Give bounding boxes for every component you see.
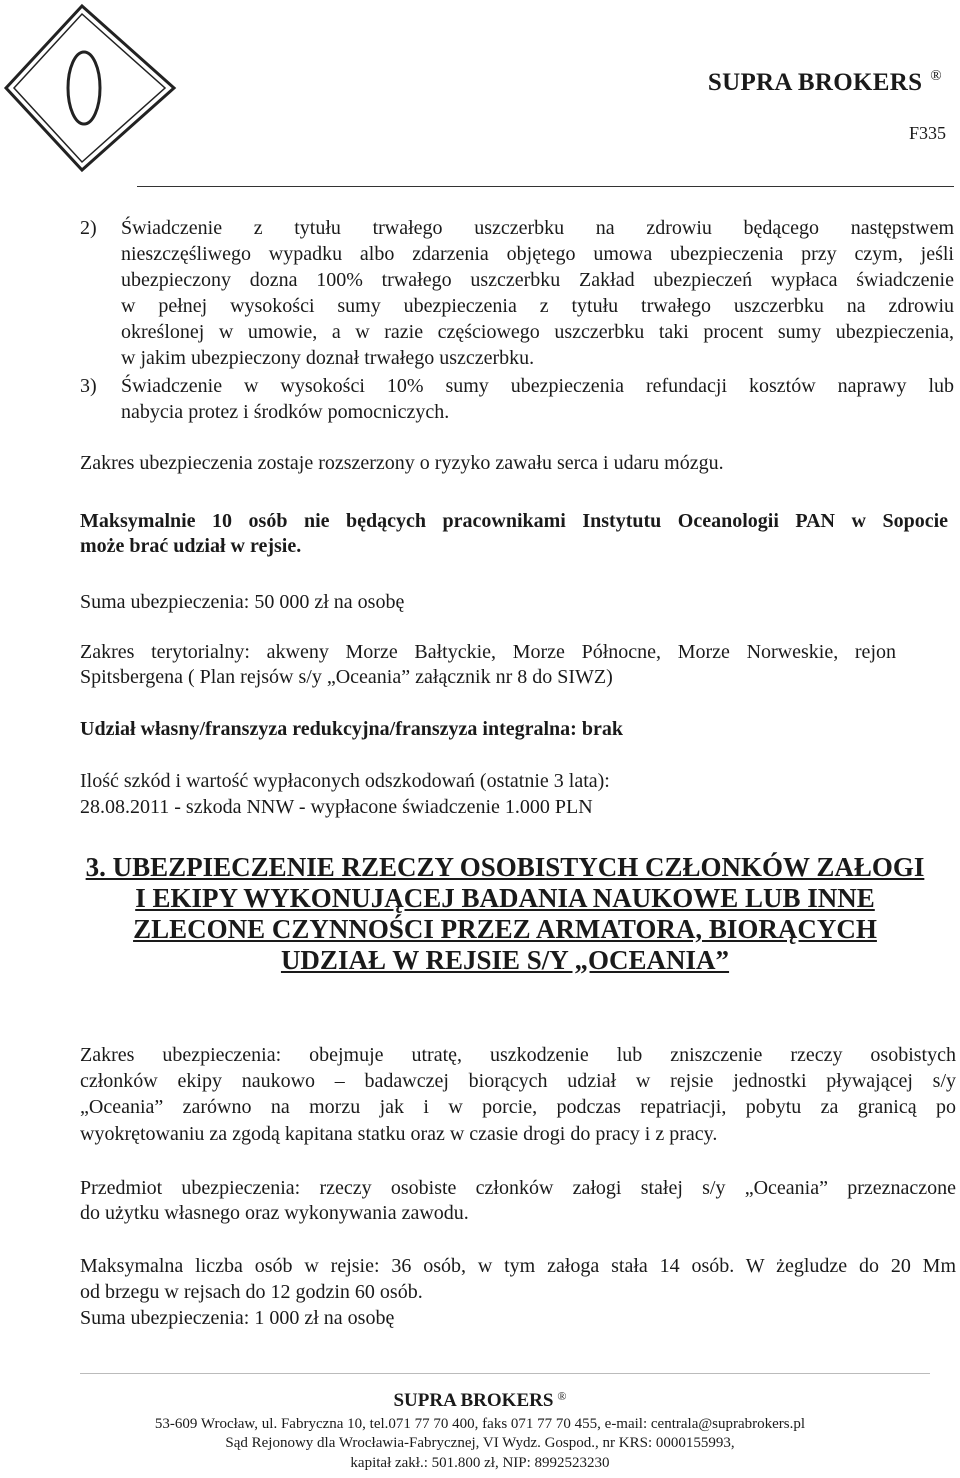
text-line: „Oceania” zarówno na morzu jak i w porcie, podczas repatriacji, pobytu za granicą po xyxy=(80,1096,956,1118)
form-code: F335 xyxy=(908,123,946,143)
text-line: może brać udział w rejsie. xyxy=(80,535,302,557)
text-line: Zakres terytorialny: akweny Morze Bałtyckie, Morze Północne, Morze Norweskie, rejon xyxy=(80,641,896,663)
text-line: nieszczęśliwego wypadku albo zdarzenia objętego umowa ubezpieczenia przy czym, jeśli xyxy=(121,243,954,265)
footer-divider xyxy=(80,1373,930,1374)
heading-line: UDZIAŁ W REJSIE S/Y „OCEANIA” xyxy=(280,945,730,975)
sum-insured-2: Suma ubezpieczenia: 1 000 zł na osobę xyxy=(80,1307,395,1329)
text-line: Ilość szkód i wartość wypłaconych odszkodowań (ostatnie 3 lata): xyxy=(80,770,610,792)
heading-line: I EKIPY WYKONUJĄCEJ BADANIA NAUKOWE LUB INNE xyxy=(135,883,875,913)
text-line: Przedmiot ubezpieczenia: rzeczy osobiste członków załogi stałej s/y „Oceania” przeznaczone xyxy=(80,1177,956,1199)
text-line: Spitsbergena ( Plan rejsów s/y „Oceania” załącznik nr 8 do SIWZ) xyxy=(80,666,613,688)
sum-insured-1: Suma ubezpieczenia: 50 000 zł na osobę xyxy=(80,591,405,613)
text-line: ubezpieczony dozna 100% trwałego uszczerbku Zakład ubezpieczeń wypłaca świadczenie xyxy=(121,269,954,291)
company-logo xyxy=(2,0,180,176)
footer-address: 53-609 Wrocław, ul. Fabryczna 10, tel.071 77 70 400, faks 071 77 70 455, e-mail: centrala@suprabrokers.pl xyxy=(154,1416,806,1432)
text-line: w pełnej wysokości sumy ubezpieczenia z tytułu trwałego uszczerbku na zdrowiu xyxy=(121,295,954,317)
text-line: od brzegu w rejsach do 12 godzin 60 osób. xyxy=(80,1281,423,1303)
header-divider xyxy=(137,186,954,187)
deductible-text: Udział własny/franszyza redukcyjna/franszyza integralna: brak xyxy=(80,718,623,740)
text-line: wyokrętowaniu za zgodą kapitana statku oraz w czasie drogi do pracy i z pracy. xyxy=(80,1123,718,1145)
text-line: określonej w umowie, a w razie częściowego uszczerbku taki procent sumy ubezpieczenia, xyxy=(121,321,954,343)
item-3-number: 3) xyxy=(80,375,97,397)
text-line: nabycia protez i środków pomocniczych. xyxy=(121,401,450,423)
text-line: Zakres ubezpieczenia: obejmuje utratę, uszkodzenie lub zniszczenie rzeczy osobistych xyxy=(80,1044,956,1066)
heading-line: 3. UBEZPIECZENIE RZECZY OSOBISTYCH CZŁONKÓW ZAŁOGI xyxy=(85,852,925,882)
text-line: członków ekipy naukowo – badawczej biorących udział w rejsie jednostki pływającej s/y xyxy=(80,1070,956,1092)
text-line: Maksymalnie 10 osób nie będących pracownikami Instytutu Oceanologii PAN w Sopocie xyxy=(80,510,948,532)
footer-court-registration: Sąd Rejonowy dla Wrocławia-Fabrycznej, VI Wydz. Gospod., nr KRS: 0000155993, xyxy=(225,1435,735,1451)
text-line: w jakim ubezpieczony doznał trwałego uszczerbku. xyxy=(121,347,535,369)
footer-brand: SUPRA BROKERS ® xyxy=(393,1389,567,1411)
item-2-number: 2) xyxy=(80,217,97,239)
header-brand: SUPRA BROKERS ® xyxy=(707,68,942,96)
extension-text: Zakres ubezpieczenia zostaje rozszerzony o ryzyko zawału serca i udaru mózgu. xyxy=(80,452,724,474)
section-3-heading xyxy=(80,852,930,976)
text-line: do użytku własnego oraz wykonywania zawodu. xyxy=(80,1202,469,1224)
text-line: Świadczenie z tytułu trwałego uszczerbku na zdrowiu będącego następstwem xyxy=(121,217,954,239)
text-line: Maksymalna liczba osób w rejsie: 36 osób, w tym załoga stała 14 osób. W żegludze do 20 Mm xyxy=(80,1255,956,1277)
text-line: Świadczenie w wysokości 10% sumy ubezpieczenia refundacji kosztów naprawy lub xyxy=(121,375,954,397)
footer-capital-nip: kapitał zakł.: 501.800 zł, NIP: 8992523230 xyxy=(350,1455,610,1471)
heading-line: ZLECONE CZYNNOŚCI PRZEZ ARMATORA, BIORĄCYCH xyxy=(133,914,877,944)
text-line: 28.08.2011 - szkoda NNW - wypłacone świadczenie 1.000 PLN xyxy=(80,796,593,818)
